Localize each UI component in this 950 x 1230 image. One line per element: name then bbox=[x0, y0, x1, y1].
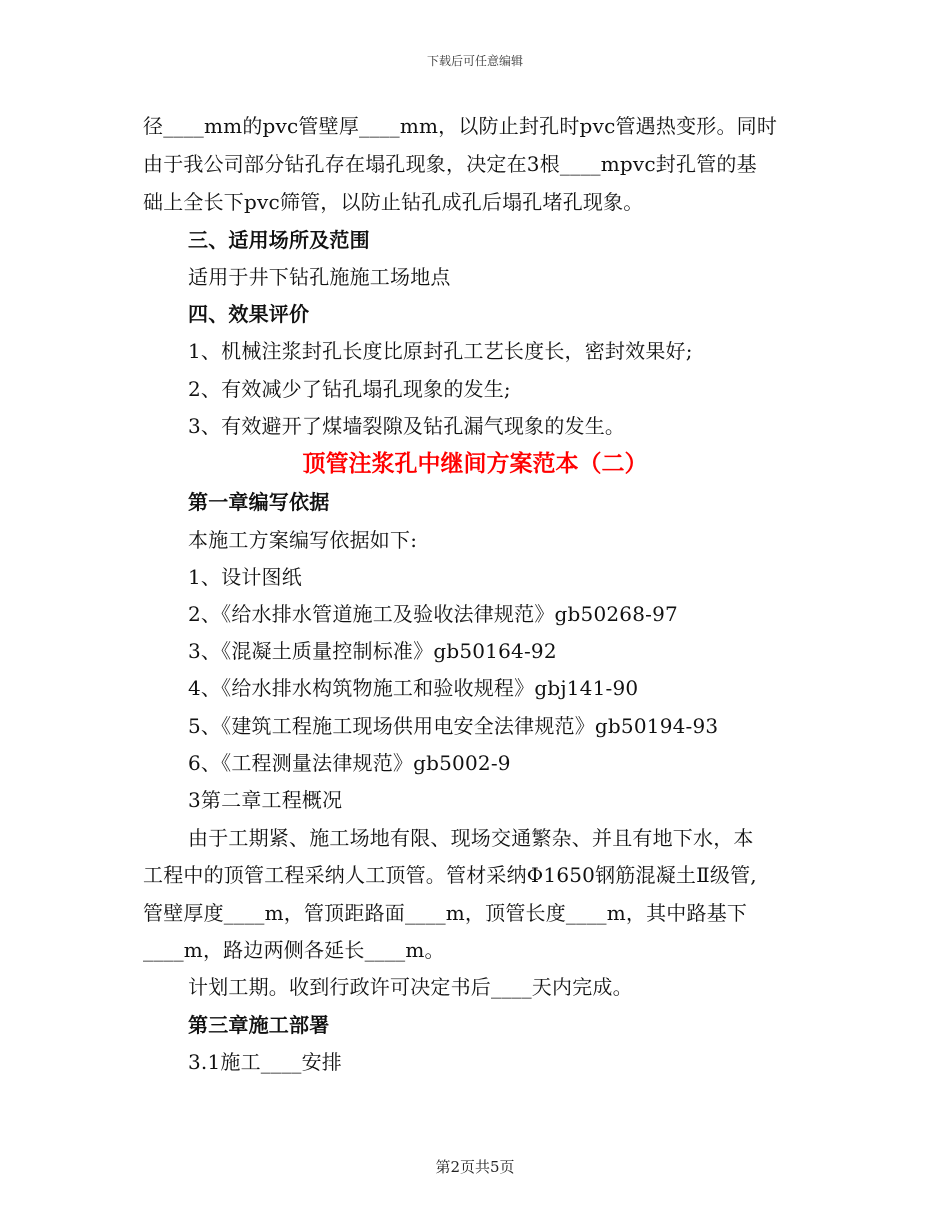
body-paragraph-line: 由于工期紧、施工场地有限、现场交通繁杂、并且有地下水，本 bbox=[188, 826, 754, 850]
chapter-heading: 第一章编写依据 bbox=[188, 490, 330, 514]
list-item: 2、《给水排水管道施工及验收法律规范》gb50268-97 bbox=[188, 602, 678, 626]
body-paragraph-line: 本施工方案编写依据如下: bbox=[188, 528, 418, 552]
page-footer: 第2页共5页 bbox=[435, 1158, 515, 1176]
list-item: 1、设计图纸 bbox=[188, 565, 302, 589]
list-item: 2、有效减少了钻孔塌孔现象的发生; bbox=[188, 377, 511, 401]
section-heading: 四、效果评价 bbox=[188, 302, 310, 326]
chapter-heading: 3第二章工程概况 bbox=[188, 788, 343, 812]
document-title: 顶管注浆孔中继间方案范本（二） bbox=[302, 451, 648, 477]
list-item: 3、有效避开了煤墙裂隙及钻孔漏气现象的发生。 bbox=[188, 414, 626, 438]
body-paragraph-line: 计划工期。收到行政许可决定书后____天内完成。 bbox=[188, 975, 633, 999]
body-paragraph-line: 管壁厚度____m，管顶距路面____m，顶管长度____m，其中路基下 bbox=[143, 901, 748, 925]
body-paragraph-line: 础上全长下pvc筛管，以防止钻孔成孔后塌孔堵孔现象。 bbox=[143, 190, 644, 214]
section-heading: 三、适用场所及范围 bbox=[188, 228, 370, 252]
body-paragraph-line: 适用于井下钻孔施施工场地点 bbox=[188, 265, 451, 289]
body-paragraph-line: 由于我公司部分钻孔存在塌孔现象，决定在3根____mpvc封孔管的基 bbox=[143, 152, 757, 176]
list-item: 3、《混凝土质量控制标准》gb50164-92 bbox=[188, 639, 557, 663]
list-item: 6、《工程测量法律规范》gb5002-9 bbox=[188, 751, 511, 775]
page-header: 下载后可任意编辑 bbox=[426, 54, 523, 68]
body-paragraph-line: ____m，路边两侧各延长____m。 bbox=[143, 938, 445, 962]
list-item: 4、《给水排水构筑物施工和验收规程》gbj141-90 bbox=[188, 676, 639, 700]
list-item: 5、《建筑工程施工现场供用电安全法律规范》gb50194-93 bbox=[188, 714, 719, 738]
chapter-heading: 第三章施工部署 bbox=[188, 1013, 330, 1037]
list-item: 1、机械注浆封孔长度比原封孔工艺长度长，密封效果好; bbox=[188, 339, 693, 363]
body-paragraph-line: 工程中的顶管工程采纳人工顶管。管材采纳Φ1650钢筋混凝土Ⅱ级管, bbox=[143, 863, 757, 887]
subsection-heading: 3.1施工____安排 bbox=[188, 1050, 343, 1074]
body-paragraph-line: 径____mm的pvc管壁厚____mm，以防止封孔时pvc管遇热变形。同时 bbox=[143, 114, 778, 138]
